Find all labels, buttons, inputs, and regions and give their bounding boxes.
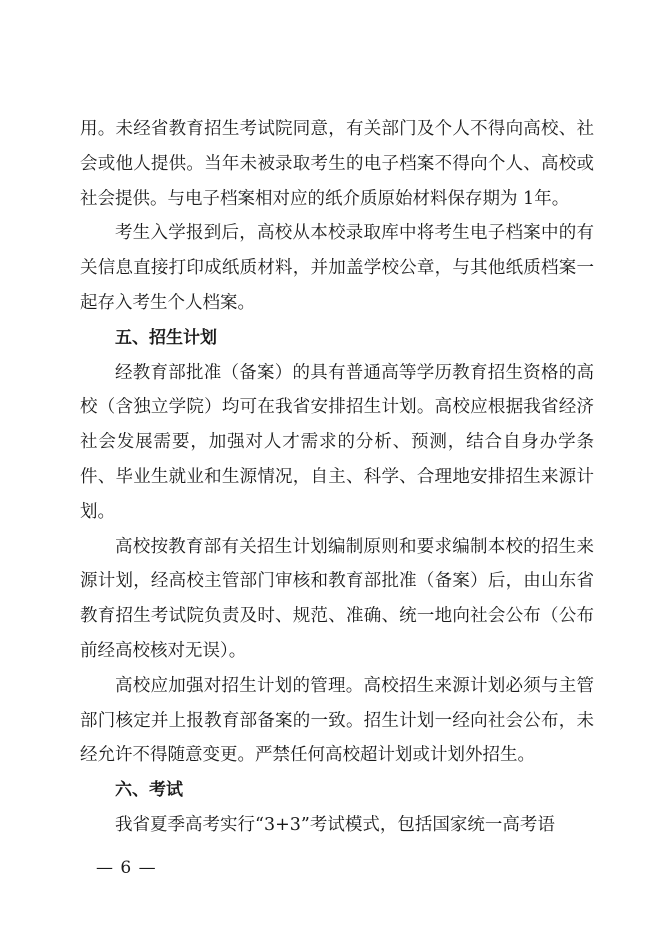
paragraph-plan-compilation: 高校按教育部有关招生计划编制原则和要求编制本校的招生来源计划，经高校主管部门审核和教育部批准（备案）后，由山东省教育招生考试院负责及时、规范、准确、统一地向社会公布（公布前经高校核对无误）。 — [80, 536, 594, 661]
paragraph-enrollment-archive: 考生入学报到后，高校从本校录取库中将考生电子档案中的有关信息直接打印成纸质材料，并加盖学校公章，与其他纸质档案一起存入考生个人档案。 — [80, 223, 594, 313]
paragraph-archive-use: 用。未经省教育招生考试院同意，有关部门及个人不得向高校、社会或他人提供。当年未被录取考生的电子档案不得向个人、高校或社会提供。与电子档案相对应的纸介质原始材料保存期为 1年。 — [80, 119, 594, 209]
paragraph-plan-eligibility: 经教育部批准（备案）的具有普通高等学历教育招生资格的高校（含独立学院）均可在我省安排招生计划。高校应根据我省经济社会发展需要，加强对人才需求的分析、预测，结合自身办学条件、毕业生就业和生源情况，自主、科学、合理地安排招生来源计划。 — [80, 362, 594, 522]
paragraph-exam-mode: 我省夏季高考实行“3+3”考试模式，包括国家统一高考语 — [115, 814, 555, 835]
document-body — [80, 112, 594, 843]
section-heading-enrollment-plan: 五、招生计划 — [115, 327, 217, 348]
paragraph-plan-management: 高校应加强对招生计划的管理。高校招生来源计划必须与主管部门核定并上报教育部备案的一致。招生计划一经向社会公布，未经允许不得随意变更。严禁任何高校超计划或计划外招生。 — [80, 675, 594, 766]
page-number: — 6 — — [96, 858, 157, 878]
section-heading-exam: 六、考试 — [115, 780, 183, 801]
